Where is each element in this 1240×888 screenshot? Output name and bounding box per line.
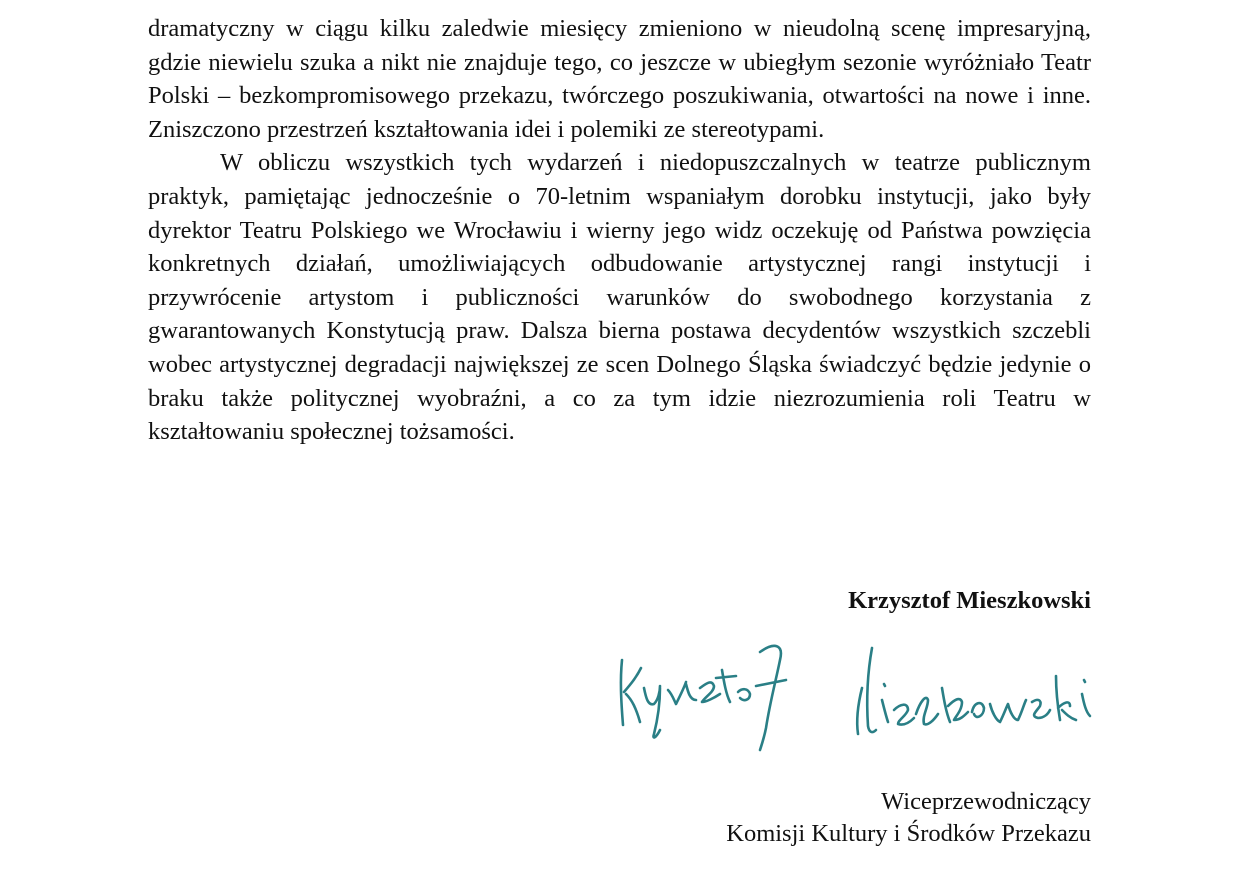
paragraph-appeal: W obliczu wszystkich tych wydarzeń i niedopuszczalnych w teatrze publicznym praktyk, pamiętając jednocześnie o 70-letnim wspaniałym dorobku instytucji, jako były dyrektor Teatru Polskiego we Wrocławiu i wierny jego widz oczekuję od Państwa powzięcia konkretnych działań, umożliwiających odbudowanie artystycznej rangi instytucji i przywrócenie artystom i publiczności warunków do swobodnego korzystania z gwarantowanych Konstytucją praw. Dalsza bierna postawa decydentów wszystkich szczebli wobec artystycznej degradacji największej ze scen Dolnego Śląska świadczyć będzie jedynie o braku także politycznej wyobraźni, a co za tym idzie niezrozumienia roli Teatru w kształtowaniu społecznej tożsamości. — [148, 149, 1091, 446]
signer-role — [726, 786, 1091, 850]
signer-committee: Komisji Kultury i Środków Przekazu — [726, 820, 1091, 847]
signer-title: Wiceprzewodniczący — [881, 788, 1091, 815]
letter-body — [148, 12, 1091, 449]
paragraph-continuation: dramatyczny w ciągu kilku zaledwie miesięcy zmieniono w nieudolną scenę impresaryjną, gdzie niewielu szuka a nikt nie znajduje tego, co jeszcze w ubiegłym sezonie wyróżniało Teatr Polski – bezkompromisowego przekazu, twórczego poszukiwania, otwartości na nowe i inne. Zniszczono przestrzeń kształtowania idei i polemiki ze stereotypami. — [148, 15, 1091, 143]
signer-name: Krzysztof Mieszkowski — [848, 587, 1091, 614]
handwritten-signature — [610, 630, 1110, 770]
